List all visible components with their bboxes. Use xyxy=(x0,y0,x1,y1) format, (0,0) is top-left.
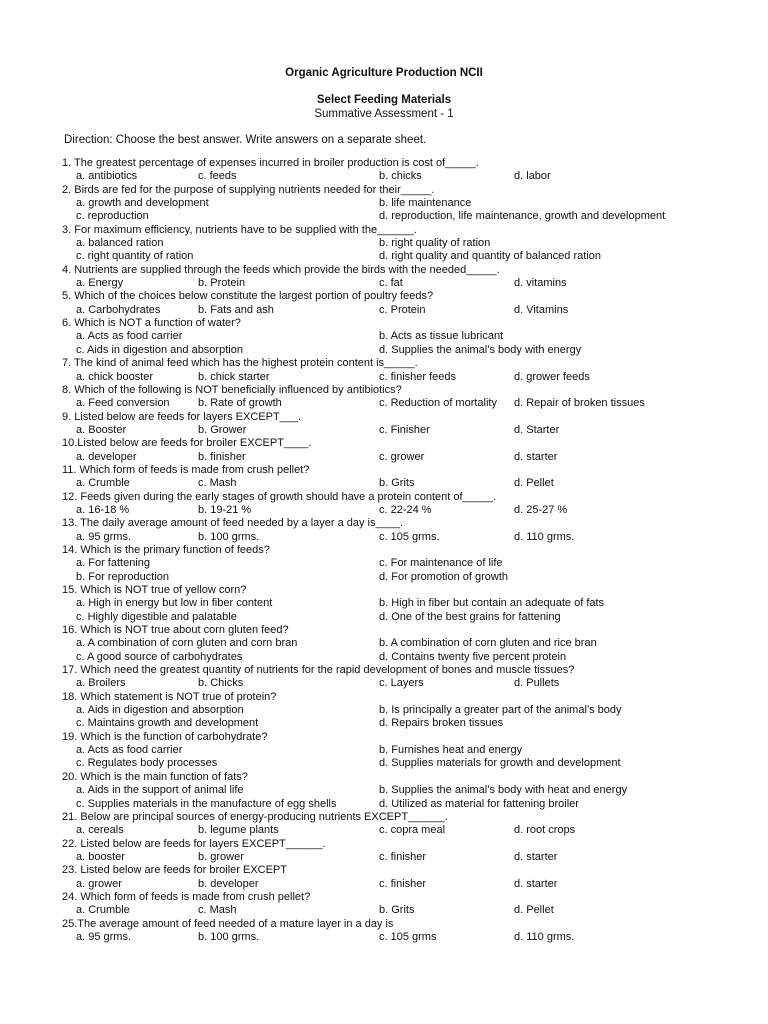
answer-choice: d. Vitamins xyxy=(514,303,569,316)
choice-row xyxy=(62,677,762,690)
question-text: 10.Listed below are feeds for broiler EXCEPT____. xyxy=(62,437,312,450)
answer-choice: c. reproduction xyxy=(76,210,149,223)
answer-choice: b. developer xyxy=(198,877,259,890)
question-24 xyxy=(62,891,762,904)
answer-choice: d. Pellet xyxy=(514,904,554,917)
answer-choice: c. For maintenance of life xyxy=(379,557,503,570)
choice-row xyxy=(62,170,762,183)
question-9 xyxy=(62,411,762,424)
question-19 xyxy=(62,731,762,744)
answer-choice: d. starter xyxy=(514,877,558,890)
answer-choice: d. 110 grms. xyxy=(514,530,575,543)
answer-choice: a. Carbohydrates xyxy=(76,303,161,316)
choice-row xyxy=(62,704,762,717)
question-16 xyxy=(62,624,762,637)
answer-choice: a. Crumble xyxy=(76,904,130,917)
question-text: 22. Listed below are feeds for layers EXCEPT______. xyxy=(62,837,326,850)
answer-choice: a. A combination of corn gluten and corn bran xyxy=(76,637,298,650)
question-13 xyxy=(62,517,762,530)
answer-choice: c. 105 grms. xyxy=(379,530,440,543)
answer-choice: a. 16-18 % xyxy=(76,503,130,516)
answer-choice: b. Grits xyxy=(379,477,415,490)
answer-choice: b. finisher xyxy=(198,450,246,463)
answer-choice: b. Acts as tissue lubricant xyxy=(379,330,504,343)
question-7 xyxy=(62,357,762,370)
question-text: 21. Below are principal sources of energy-producing nutrients EXCEPT______. xyxy=(62,810,448,823)
answer-choice: c. Protein xyxy=(379,303,426,316)
choice-row xyxy=(62,250,762,263)
answer-choice: c. Finisher xyxy=(379,423,430,436)
answer-choice: c. grower xyxy=(379,450,425,463)
question-text: 4. Nutrients are supplied through the feeds which provide the birds with the needed_____. xyxy=(62,263,500,276)
question-text: 1. The greatest percentage of expenses incurred in broiler production is cost of_____. xyxy=(62,157,479,169)
answer-choice: d. root crops xyxy=(514,824,576,837)
choice-row xyxy=(62,277,762,290)
choice-row xyxy=(62,424,762,437)
question-22 xyxy=(62,838,762,851)
choice-row xyxy=(62,531,762,544)
document-title: Organic Agriculture Production NCII xyxy=(285,67,483,79)
answer-choice: a. For fattening xyxy=(76,557,150,570)
answer-choice: a. Energy xyxy=(76,277,124,290)
answer-choice: c. 105 grms xyxy=(379,930,437,943)
answer-choice: b. Fats and ash xyxy=(198,303,274,316)
answer-choice: c. A good source of carbohydrates xyxy=(76,650,243,663)
question-12 xyxy=(62,491,762,504)
answer-choice: c. Aids in digestion and absorption xyxy=(76,343,243,356)
answer-choice: c. Mash xyxy=(198,904,237,917)
question-text: 3. For maximum efficiency, nutrients have to be supplied with the______. xyxy=(62,223,417,236)
answer-choice: a. High in energy but low in fiber content xyxy=(76,597,273,610)
question-text: 9. Listed below are feeds for layers EXCEPT___. xyxy=(62,410,302,423)
question-text: 13. The daily average amount of feed needed by a layer a day is____. xyxy=(62,517,404,530)
choice-row xyxy=(62,557,762,570)
answer-choice: d. Utilized as material for fattening broiler xyxy=(379,797,579,810)
question-6 xyxy=(62,317,762,330)
question-text: 2. Birds are fed for the purpose of supplying nutrients needed for their_____. xyxy=(62,183,435,196)
choice-row xyxy=(62,504,762,517)
choice-row xyxy=(62,571,762,584)
question-text: 14. Which is the primary function of feeds? xyxy=(62,543,270,556)
answer-choice: b. life maintenance xyxy=(379,197,472,210)
answer-choice: a. antibiotics xyxy=(76,170,138,183)
choice-row xyxy=(62,904,762,917)
answer-choice: b. grower xyxy=(198,850,244,863)
choice-row xyxy=(62,744,762,757)
answer-choice: d. One of the best grains for fattening xyxy=(379,610,561,623)
choice-row xyxy=(62,344,762,357)
question-11 xyxy=(62,464,762,477)
question-15 xyxy=(62,584,762,597)
choice-row xyxy=(62,851,762,864)
choice-row xyxy=(62,477,762,490)
answer-choice: d. For promotion of growth xyxy=(379,570,509,583)
answer-choice: c. Regulates body processes xyxy=(76,757,218,770)
choice-row xyxy=(62,397,762,410)
answer-choice: a. 95 grms. xyxy=(76,930,132,943)
question-text: 5. Which of the choices below constitute the largest portion of poultry feeds? xyxy=(62,290,434,303)
question-5 xyxy=(62,290,762,303)
question-text: 7. The kind of animal feed which has the highest protein content is_____. xyxy=(62,357,418,370)
answer-choice: a. Acts as food carrier xyxy=(76,330,183,343)
question-text: 18. Which statement is NOT true of protein? xyxy=(62,690,277,703)
question-17 xyxy=(62,664,762,677)
answer-choice: d. 25-27 % xyxy=(514,503,568,516)
answer-choice: d. Repair of broken tissues xyxy=(514,397,645,410)
answer-choice: b. For reproduction xyxy=(76,570,169,583)
choice-row xyxy=(62,197,762,210)
choice-row xyxy=(62,824,762,837)
answer-choice: d. grower feeds xyxy=(514,370,590,383)
question-4 xyxy=(62,264,762,277)
choice-row xyxy=(62,210,762,223)
answer-choice: d. Supplies the animal’s body with energy xyxy=(379,343,582,356)
question-20 xyxy=(62,771,762,784)
answer-choice: b. 19-21 % xyxy=(198,503,252,516)
answer-choice: c. feeds xyxy=(198,170,237,183)
answer-choice: b. Grits xyxy=(379,904,415,917)
answer-choice: d. Supplies materials for growth and development xyxy=(379,757,621,770)
question-14 xyxy=(62,544,762,557)
answer-choice: a. Aids in the support of animal life xyxy=(76,784,244,797)
question-8 xyxy=(62,384,762,397)
answer-choice: c. right quantity of ration xyxy=(76,250,194,263)
choice-row xyxy=(62,651,762,664)
question-3 xyxy=(62,224,762,237)
question-text: 15. Which is NOT true of yellow corn? xyxy=(62,584,247,596)
answer-choice: d. Starter xyxy=(514,423,560,436)
answer-choice: a. 95 grms. xyxy=(76,530,132,543)
choice-row xyxy=(62,304,762,317)
answer-choice: c. fat xyxy=(379,277,403,290)
answer-choice: c. finisher xyxy=(379,877,427,890)
answer-choice: a. Crumble xyxy=(76,477,130,490)
question-list xyxy=(62,157,762,944)
choice-row xyxy=(62,637,762,650)
choice-row xyxy=(62,931,762,944)
question-text: 12. Feeds given during the early stages of growth should have a protein content of_____. xyxy=(62,490,497,503)
answer-choice: d. Pellet xyxy=(514,477,554,490)
answer-choice: c. Highly digestible and palatable xyxy=(76,610,237,623)
choice-row xyxy=(62,597,762,610)
answer-choice: a. Broilers xyxy=(76,677,126,690)
question-text: 19. Which is the function of carbohydrate? xyxy=(62,730,268,743)
answer-choice: b. A combination of corn gluten and rice bran xyxy=(379,637,597,650)
choice-row xyxy=(62,330,762,343)
answer-choice: a. balanced ration xyxy=(76,237,164,250)
choice-row xyxy=(62,371,762,384)
answer-choice: d. 110 grms. xyxy=(514,930,575,943)
answer-choice: b. Chicks xyxy=(198,677,244,690)
question-text: 17. Which need the greatest quantity of nutrients for the rapid development of bones and muscle tissues? xyxy=(62,664,575,677)
section-title: Select Feeding Materials xyxy=(316,94,452,106)
answer-choice: b. Protein xyxy=(198,277,246,290)
answer-choice: b. chicks xyxy=(379,170,422,183)
question-23 xyxy=(62,864,762,877)
answer-choice: a. cereals xyxy=(76,824,124,837)
answer-choice: b. legume plants xyxy=(198,824,279,837)
answer-choice: d. Contains twenty five percent protein xyxy=(379,650,567,663)
choice-row xyxy=(62,757,762,770)
choice-row xyxy=(62,798,762,811)
answer-choice: d. labor xyxy=(514,170,551,183)
directions-text: Direction: Choose the best answer. Write answers on a separate sheet. xyxy=(64,134,427,146)
answer-choice: b. Furnishes heat and energy xyxy=(379,744,523,757)
answer-choice: b. Is principally a greater part of the animal’s body xyxy=(379,704,622,717)
answer-choice: c. Mash xyxy=(198,477,237,490)
answer-choice: c. finisher feeds xyxy=(379,370,457,383)
answer-choice: d. Repairs broken tissues xyxy=(379,717,504,730)
answer-choice: a. Booster xyxy=(76,423,127,436)
answer-choice: d. starter xyxy=(514,850,558,863)
answer-choice: b. chick starter xyxy=(198,370,270,383)
question-18 xyxy=(62,691,762,704)
answer-choice: b. Supplies the animal’s body with heat and energy xyxy=(379,784,628,797)
question-text: 11. Which form of feeds is made from crush pellet? xyxy=(62,463,310,476)
answer-choice: d. Pullets xyxy=(514,677,560,690)
choice-row xyxy=(62,611,762,624)
question-text: 16. Which is NOT true about corn gluten feed? xyxy=(62,624,289,637)
answer-choice: c. Supplies materials in the manufacture of egg shells xyxy=(76,797,337,810)
answer-choice: c. Layers xyxy=(379,677,424,690)
answer-choice: d. starter xyxy=(514,450,558,463)
choice-row xyxy=(62,878,762,891)
answer-choice: b. Grower xyxy=(198,423,247,436)
question-25 xyxy=(62,918,762,931)
answer-choice: a. Feed conversion xyxy=(76,397,170,410)
question-text: 23. Listed below are feeds for broiler EXCEPT xyxy=(62,864,288,877)
choice-row xyxy=(62,237,762,250)
question-text: 8. Which of the following is NOT beneficially influenced by antibiotics? xyxy=(62,383,402,396)
question-10 xyxy=(62,437,762,450)
answer-choice: a. Aids in digestion and absorption xyxy=(76,704,244,717)
answer-choice: c. copra meal xyxy=(379,824,446,837)
question-text: 24. Which form of feeds is made from crush pellet? xyxy=(62,890,311,903)
answer-choice: b. right quality of ration xyxy=(379,237,491,250)
answer-choice: b. 100 grms. xyxy=(198,530,260,543)
question-text: 20. Which is the main function of fats? xyxy=(62,770,248,783)
answer-choice: a. Acts as food carrier xyxy=(76,744,183,757)
question-2 xyxy=(62,184,762,197)
answer-choice: b. Rate of growth xyxy=(198,397,282,410)
answer-choice: c. finisher xyxy=(379,850,427,863)
answer-choice: a. grower xyxy=(76,877,122,890)
answer-choice: c. 22-24 % xyxy=(379,503,432,516)
answer-choice: a. booster xyxy=(76,850,125,863)
answer-choice: b. 100 grms. xyxy=(198,930,260,943)
answer-choice: a. growth and development xyxy=(76,197,209,210)
answer-choice: d. reproduction, life maintenance, growth and development xyxy=(379,210,666,223)
choice-row xyxy=(62,451,762,464)
answer-choice: c. Maintains growth and development xyxy=(76,717,259,730)
question-text: 6. Which is NOT a function of water? xyxy=(62,317,241,330)
answer-choice: a. developer xyxy=(76,450,137,463)
question-1 xyxy=(62,157,762,170)
choice-row xyxy=(62,717,762,730)
question-21 xyxy=(62,811,762,824)
answer-choice: c. Reduction of mortality xyxy=(379,397,497,410)
answer-choice: b. High in fiber but contain an adequate of fats xyxy=(379,597,605,610)
assessment-subtitle: Summative Assessment - 1 xyxy=(314,108,454,120)
answer-choice: d. right quality and quantity of balanced ration xyxy=(379,250,601,263)
answer-choice: a. chick booster xyxy=(76,370,154,383)
choice-row xyxy=(62,784,762,797)
question-text: 25.The average amount of feed needed of a mature layer in a day is xyxy=(62,917,394,930)
answer-choice: d. vitamins xyxy=(514,277,567,290)
